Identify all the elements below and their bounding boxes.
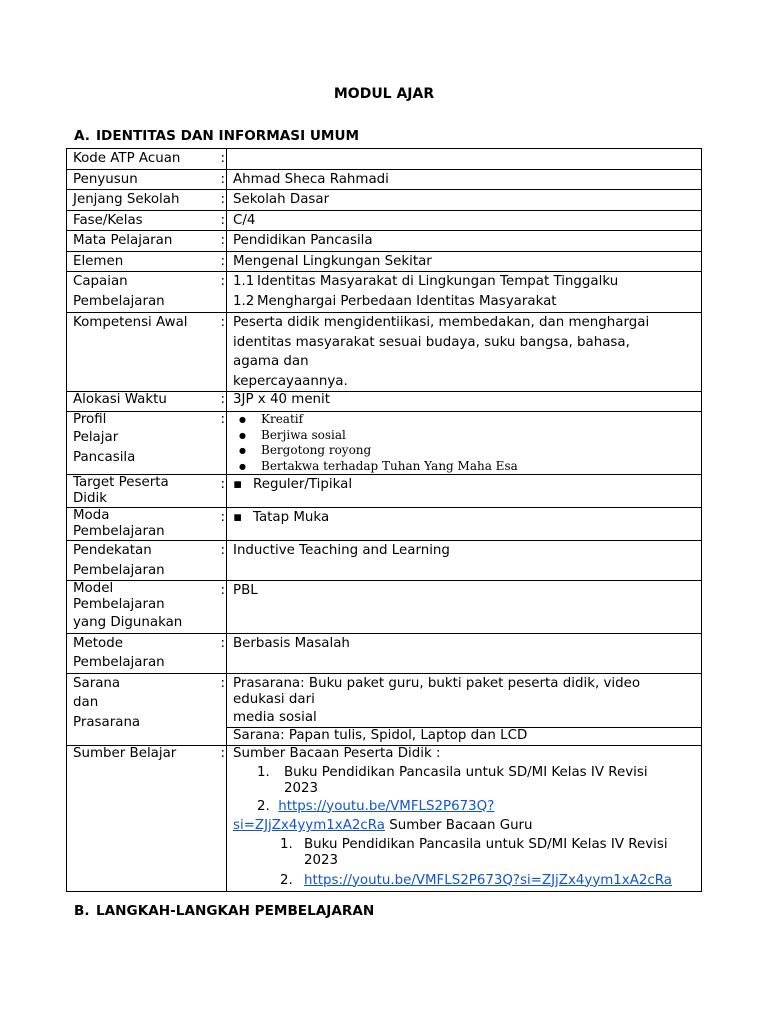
sarana-text: Sarana: Papan tulis, Spidol, Laptop dan LCD	[227, 727, 701, 744]
section-b-number: B.	[74, 903, 90, 919]
label-fase: Fase/Kelas	[67, 210, 221, 231]
label-model	[67, 581, 221, 634]
square-bullet-icon: ▪	[233, 477, 243, 492]
kompetensi-line: kepercayaannya.	[233, 373, 348, 389]
label-profil-line3: Pancasila	[73, 449, 136, 465]
row-jenjang	[67, 190, 702, 211]
row-sarana	[67, 673, 702, 745]
profil-item: ● Bergotong royong	[261, 443, 701, 459]
row-fase	[67, 210, 702, 231]
row-penyusun	[67, 169, 702, 190]
section-a-number: A.	[74, 128, 90, 144]
colon: :	[221, 673, 227, 745]
row-model	[67, 581, 702, 634]
prasarana-line: edukasi dari	[233, 691, 315, 707]
value-moda	[227, 508, 702, 541]
label-metode-line1: Metode	[73, 635, 123, 651]
capaian-item-text: Menghargai Perbedaan Identitas Masyarakat	[257, 293, 557, 309]
guru-book-line2: 2023	[304, 852, 339, 868]
guru-item-number: 2.	[280, 872, 293, 888]
sumber-item-number: 1.	[257, 764, 270, 780]
label-moda	[67, 508, 221, 541]
value-jenjang: Sekolah Dasar	[227, 190, 702, 211]
kompetensi-line: Peserta didik mengidentiikasi, membedakan, dan menghargai	[233, 315, 650, 330]
label-pendekatan	[67, 541, 221, 581]
value-alokasi: 3JP x 40 menit	[227, 392, 702, 412]
sumber-heading: Sumber Bacaan Peserta Didik :	[233, 745, 441, 761]
row-mapel	[67, 231, 702, 252]
guru-link-row	[280, 871, 701, 891]
label-pendekatan-line1: Pendekatan	[73, 543, 152, 558]
row-pendekatan	[67, 541, 702, 581]
label-jenjang: Jenjang Sekolah	[67, 190, 221, 211]
label-sarana-line1: Sarana	[73, 675, 121, 691]
section-b-title: LANGKAH-LANGKAH PEMBELAJARAN	[96, 903, 375, 919]
value-elemen: Mengenal Lingkungan Sekitar	[227, 251, 702, 272]
profil-item: ● Berjiwa sosial	[261, 428, 701, 444]
row-alokasi	[67, 392, 702, 412]
label-model-line1: Model	[73, 581, 114, 596]
value-sarana	[227, 673, 702, 745]
value-sumber	[227, 745, 702, 891]
label-sarana-line2: dan	[73, 695, 99, 710]
label-moda-line1: Moda	[73, 508, 110, 523]
sumber-item-2	[233, 797, 701, 817]
profil-item: ● Kreatif	[261, 412, 701, 428]
square-bullet-icon: ▪	[233, 510, 243, 525]
label-model-line2: Pembelajaran	[73, 597, 165, 612]
label-pendekatan-line2: Pembelajaran	[73, 562, 165, 578]
colon: :	[221, 581, 227, 634]
document-title: MODUL AJAR	[333, 86, 435, 102]
sumber-link-continued	[233, 816, 701, 836]
guru-book-line1: Buku Pendidikan Pancasila untuk SD/MI Kelas IV Revisi	[304, 836, 668, 852]
kompetensi-line: identitas masyarakat sesuai budaya, suku bangsa, bahasa,	[233, 334, 630, 350]
label-metode	[67, 633, 221, 673]
capaian-item	[233, 292, 701, 312]
youtube-link-part1[interactable]: https://youtu.be/VMFLS2P673Q?	[278, 798, 495, 814]
guru-youtube-link[interactable]: https://youtu.be/VMFLS2P673Q?si=ZJjZx4yym1xA2cRa	[304, 872, 672, 888]
label-capaian-line2: Pembelajaran	[73, 293, 165, 309]
colon: :	[221, 190, 227, 211]
colon: :	[221, 313, 227, 392]
row-capaian	[67, 272, 702, 313]
guru-book-year	[280, 853, 701, 869]
section-a-title: IDENTITAS DAN INFORMASI UMUM	[96, 128, 360, 144]
youtube-link-part2[interactable]: si=ZJjZx4yym1xA2cRa	[233, 818, 385, 833]
colon: :	[221, 149, 227, 170]
label-target-line1: Target Peserta	[73, 475, 169, 490]
colon: :	[221, 210, 227, 231]
value-fase: C/4	[227, 210, 702, 231]
value-penyusun: Ahmad Sheca Rahmadi	[227, 169, 702, 190]
guru-heading: Sumber Bacaan Guru	[389, 818, 533, 833]
colon: :	[221, 475, 227, 508]
section-b-heading	[74, 902, 374, 922]
prasarana-line: Prasarana: Buku paket guru, bukti paket peserta didik, video	[233, 675, 641, 691]
colon: :	[221, 745, 227, 891]
label-kompetensi: Kompetensi Awal	[67, 313, 221, 392]
label-target-line2: Didik	[73, 491, 108, 506]
label-model-line3: yang Digunakan	[73, 615, 183, 630]
colon: :	[221, 412, 227, 475]
row-moda	[67, 508, 702, 541]
kompetensi-line: agama dan	[233, 354, 309, 369]
colon: :	[221, 508, 227, 541]
value-model: PBL	[227, 581, 702, 634]
label-profil-line1: Profil	[73, 412, 107, 427]
label-alokasi: Alokasi Waktu	[67, 392, 221, 412]
label-metode-line2: Pembelajaran	[73, 655, 165, 670]
profil-item: ● Bertakwa terhadap Tuhan Yang Maha Esa	[261, 459, 701, 475]
label-elemen: Elemen	[67, 251, 221, 272]
colon: :	[221, 251, 227, 272]
value-profil	[227, 412, 702, 475]
moda-text: Tatap Muka	[253, 510, 330, 525]
label-mapel: Mata Pelajaran	[67, 231, 221, 252]
colon: :	[221, 633, 227, 673]
colon: :	[221, 231, 227, 252]
capaian-item-number: 1.1	[233, 274, 255, 289]
row-kode-atp	[67, 149, 702, 170]
row-elemen	[67, 251, 702, 272]
sumber-item-number: 2.	[257, 798, 270, 814]
label-sarana-line3: Prasarana	[73, 714, 141, 730]
label-capaian	[67, 272, 221, 313]
capaian-item	[233, 272, 701, 292]
value-pendekatan: Inductive Teaching and Learning	[227, 541, 702, 581]
label-profil-line2: Pelajar	[73, 430, 119, 445]
profil-list	[233, 412, 701, 474]
colon: :	[221, 392, 227, 412]
row-sumber	[67, 745, 702, 891]
label-sumber: Sumber Belajar	[67, 745, 221, 891]
guru-book	[280, 837, 701, 853]
capaian-item-text: Identitas Masyarakat di Lingkungan Tempat Tinggalku	[257, 274, 619, 289]
row-target	[67, 475, 702, 508]
row-kompetensi	[67, 313, 702, 392]
label-target	[67, 475, 221, 508]
sumber-book-line1: Buku Pendidikan Pancasila untuk SD/MI Kelas IV Revisi	[284, 764, 648, 780]
section-a-heading	[74, 127, 359, 147]
label-kode-atp: Kode ATP Acuan	[67, 149, 221, 170]
target-text: Reguler/Tipikal	[253, 477, 353, 492]
value-metode: Berbasis Masalah	[227, 633, 702, 673]
colon: :	[221, 272, 227, 313]
row-profil	[67, 412, 702, 475]
value-mapel: Pendidikan Pancasila	[227, 231, 702, 252]
identity-table	[66, 148, 702, 892]
guru-item-1	[233, 836, 701, 869]
guru-item-2	[233, 869, 701, 891]
sumber-book	[257, 765, 701, 781]
label-moda-line2: Pembelajaran	[73, 524, 165, 539]
colon: :	[221, 541, 227, 581]
sumber-book-line2: 2023	[284, 780, 319, 796]
guru-item-number: 1.	[280, 836, 293, 852]
value-capaian	[227, 272, 702, 313]
value-kompetensi	[227, 313, 702, 392]
capaian-item-number: 1.2	[233, 293, 255, 309]
label-sarana	[67, 673, 221, 745]
prasarana-line: media sosial	[233, 709, 317, 725]
row-metode	[67, 633, 702, 673]
label-profil	[67, 412, 221, 475]
value-kode-atp	[227, 149, 702, 170]
sumber-item-1	[233, 762, 701, 797]
colon: :	[221, 169, 227, 190]
label-penyusun: Penyusun	[67, 169, 221, 190]
sumber-book-year	[257, 781, 701, 797]
label-capaian-line1: Capaian	[73, 274, 128, 289]
value-target	[227, 475, 702, 508]
